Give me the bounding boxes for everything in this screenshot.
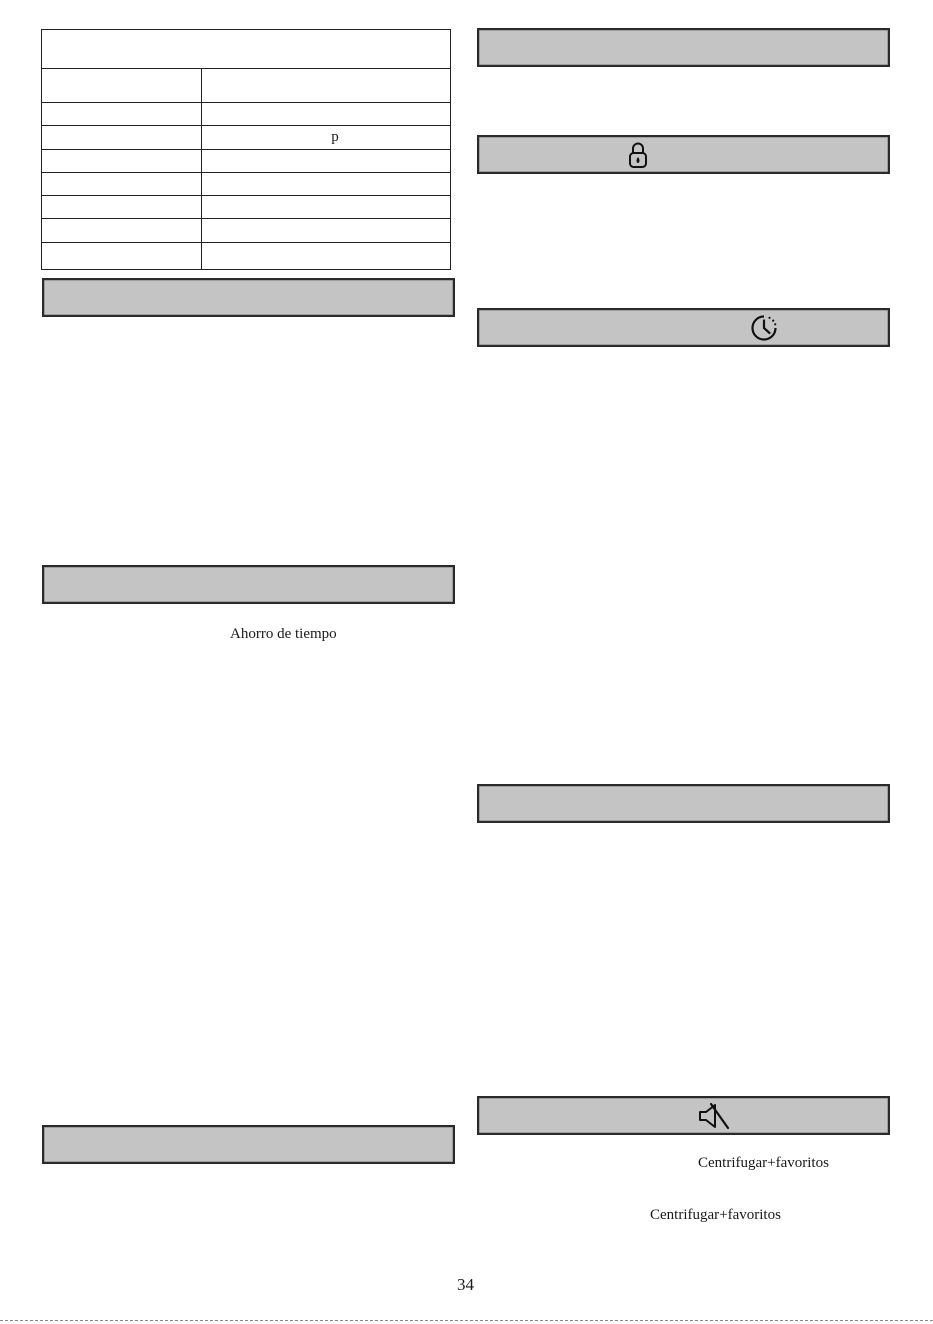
- table-cell: [202, 149, 450, 172]
- table-row: [42, 218, 450, 243]
- table-row: [42, 68, 450, 103]
- table-cell: [42, 149, 201, 172]
- sound-off-bar: [477, 1096, 890, 1135]
- spin-favorites-label: Centrifugar+favoritos: [650, 1207, 781, 1223]
- table-cell: p: [331, 128, 339, 145]
- table-row: [42, 172, 450, 196]
- table-cell: [42, 242, 201, 269]
- page-footer-rule: [0, 1320, 933, 1321]
- spec-table: [41, 29, 451, 270]
- lock-icon: [628, 141, 648, 169]
- speaker-mute-icon: [697, 1101, 731, 1131]
- section-bar: [42, 1125, 455, 1164]
- table-cell: [42, 172, 201, 195]
- table-title: [42, 30, 450, 68]
- table-row: [42, 102, 450, 126]
- table-cell: [42, 195, 201, 218]
- section-bar: [42, 565, 455, 604]
- table-cell: [202, 68, 450, 102]
- table-title-row: [42, 30, 450, 69]
- table-cell: [42, 218, 201, 242]
- table-cell: [202, 242, 450, 269]
- spin-favorites-label: Centrifugar+favoritos: [698, 1155, 829, 1171]
- table-cell: [202, 218, 450, 242]
- clock-timer-icon: [750, 314, 778, 342]
- table-row: [42, 195, 450, 219]
- delay-timer-bar: [477, 308, 890, 347]
- table-row: [42, 149, 450, 173]
- time-saving-label: Ahorro de tiempo: [230, 626, 337, 642]
- table-row: [42, 125, 450, 150]
- table-cell: [42, 125, 201, 149]
- table-cell: [202, 172, 450, 195]
- child-lock-bar: [477, 135, 890, 174]
- section-bar: [42, 278, 455, 317]
- table-cell: [202, 102, 450, 125]
- table-cell: [42, 68, 201, 102]
- section-bar: [477, 28, 890, 67]
- table-row: [42, 242, 450, 269]
- page-number: 34: [457, 1275, 474, 1294]
- table-cell: [42, 102, 201, 125]
- section-bar: [477, 784, 890, 823]
- table-cell: [202, 195, 450, 218]
